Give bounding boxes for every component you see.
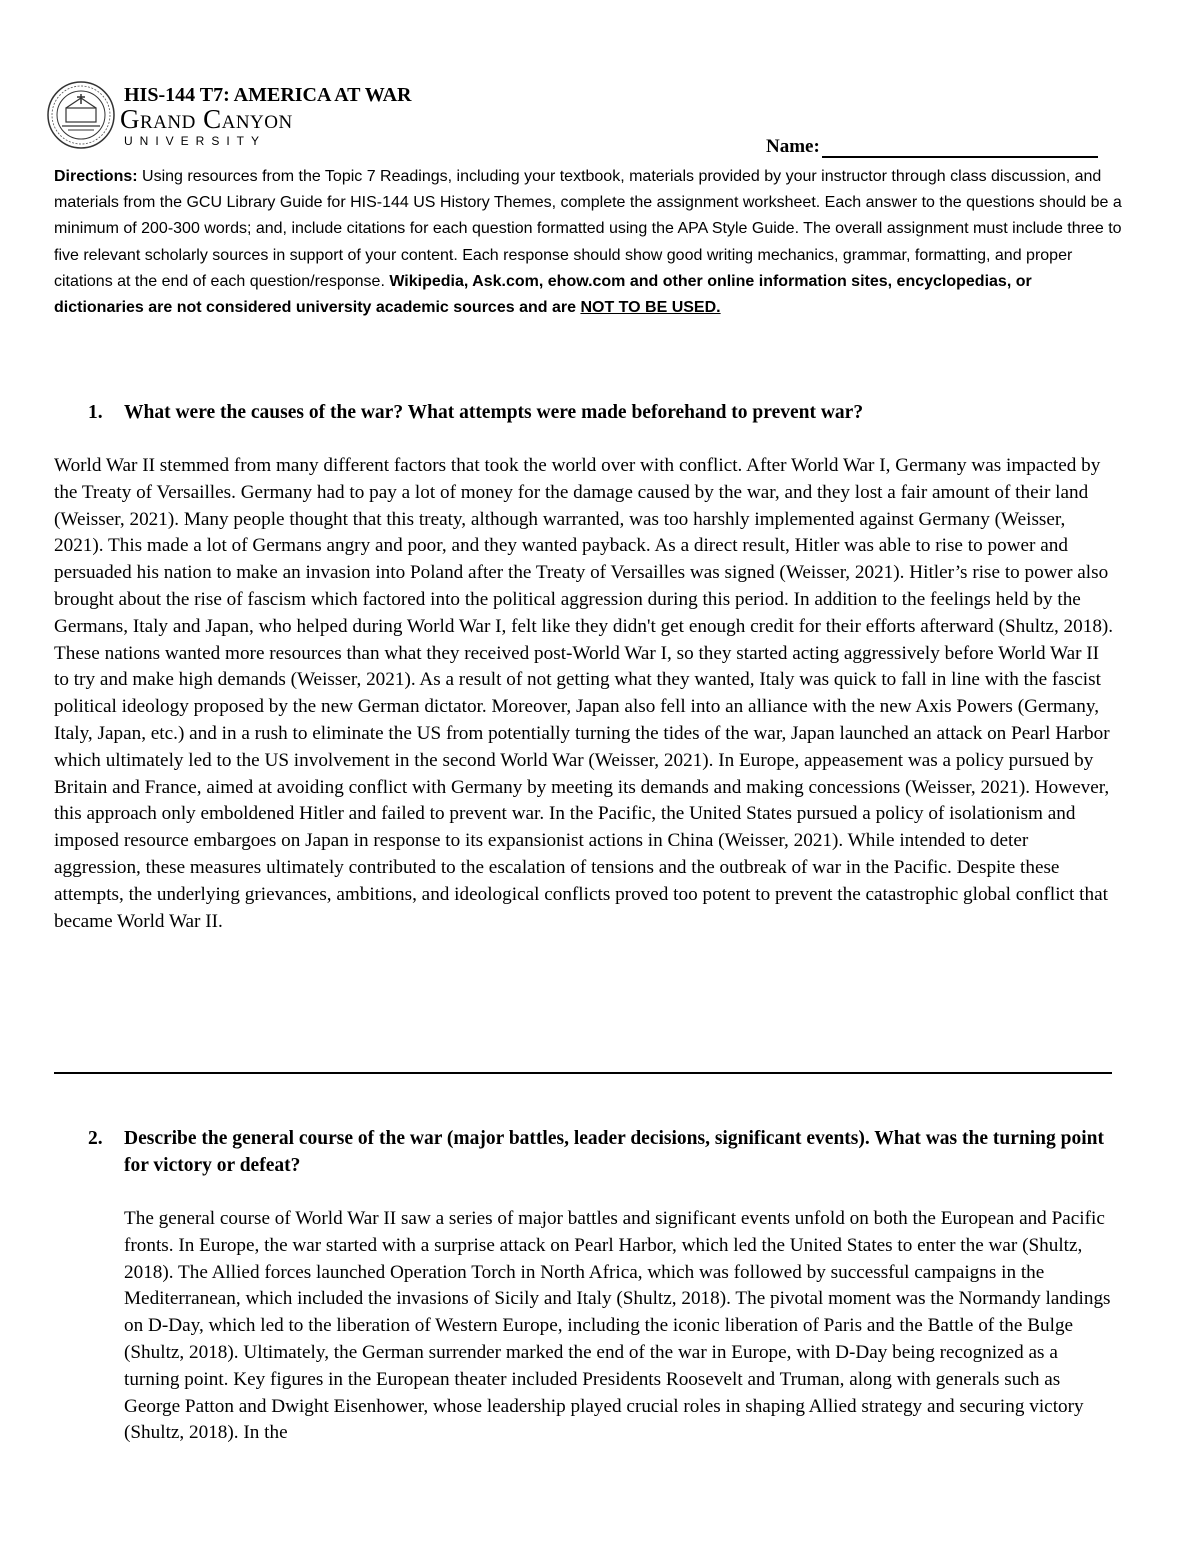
university-subtitle: UNIVERSITY [124,134,267,148]
directions-warning: Wikipedia, Ask.com, ehow.com and other online information sites, encyclopedias, or dictionaries are not considered university academic sources and are [54,272,1032,317]
answer-2: The general course of World War II saw a series of major battles and significant events unfold on both the European and Pacific fronts. In Europe, the war started with a surprise attack on Pearl Harbor, which led the United States to enter the war (Shultz, 2018). The Allied forces launched Operation Torch in North Africa, which was followed by successful campaigns in the Mediterranean, which included the invasions of Sicily and Italy (Shultz, 2018). The pivotal moment was the Normandy landings on D-Day, which led to the liberation of Western Europe, including the iconic liberation of Paris and the Battle of the Bulge (Shultz, 2018). Ultimately, the German surrender marked the end of the war in Europe, with D-Day being recognized as a turning point. Key figures in the European theater included Presidents Roosevelt and Truman, along with generals such as George Patton and Dwight Eisenhower, whose leadership played crucial roles in shaping Allied strategy and securing victory (Shultz, 2018). In the [124,1208,1111,1444]
name-field-row [766,136,1098,158]
university-name: Grand Canyon [120,104,293,134]
question-text: What were the causes of the war? What attempts were made beforehand to prevent war? [124,402,864,423]
answer-1: World War II stemmed from many different factors that took the world over with conflict. After World War I, Germany was impacted by the Treaty of Versailles. Germany had to pay a lot of money for the damage caused by the war, and they lost a fair amount of their land (Weisser, 2021). Many people thought that this treaty, although warranted, was too harshly implemented against Germany (Weisser, 2021). This made a lot of Germans angry and poor, and they wanted payback. As a direct result, Hitler was able to rise to power and persuaded his nation to make an invasion into Poland after the Treaty of Versailles was signed (Weisser, 2021). Hitler’s rise to power also brought about the rise of fascism which factored into the political aggression during this period. In addition to the feelings held by the Germans, Italy and Japan, who helped during World War I, felt like they didn't get enough credit for their efforts afterward (Shultz, 2018). These nations wanted more resources than what they received post-World War I, so they started acting aggressively before World War II to try and make high demands (Weisser, 2021). As a result of not getting what they wanted, Italy was quick to fall in line with the fascist political ideology proposed by the new German dictator. Moreover, Japan also fell into an alliance with the new Axis Powers (Germany, Italy, Japan, etc.) and in a rush to eliminate the US from potentially turning the tides of the war, Japan launched an attack on Pearl Harbor which ultimately led to the US involvement in the second World War (Weisser, 2021). In Europe, appeasement was a policy pursued by Britain and France, aimed at avoiding conflict with Germany by meeting its demands and making concessions (Weisser, 2021). However, this approach only emboldened Hitler and failed to prevent war. In the Pacific, the United States pursued a policy of isolationism and imposed resource embargoes on Japan in response to its expansionist actions in China (Weisser, 2021). While intended to deter aggression, these measures ultimately contributed to the escalation of tensions and the outbreak of war in the Pacific. Despite these attempts, the underlying grievances, ambitions, and ideological conflicts proved too potent to prevent the catastrophic global conflict that became World War II. [54,455,1114,932]
section-divider [54,1072,1112,1074]
directions-paragraph [54,164,1124,321]
question-text: Describe the general course of the war (major battles, leader decisions, significant events). What was the turning point for victory or defeat? [124,1128,1104,1176]
name-label: Name: [766,136,820,157]
university-seal-icon [46,80,116,150]
question-1 [88,400,1128,427]
directions-label: Directions: [54,168,138,185]
name-blank-line[interactable] [822,138,1098,158]
question-2 [88,1126,1128,1179]
directions-text: Using resources from the Topic 7 Readings, including your textbook, materials provided by your instructor through class discussion, and materials from the GCU Library Guide for HIS-144 US History Themes, complete the assignment worksheet. Each answer to the questions should be a minimum of 200-300 words; and, include citations for each question formatted using the APA Style Guide. The overall assignment must include three to five relevant scholarly sources in support of your content. Each response should show good writing mechanics, grammar, formatting, and proper citations at the end of each question/response. [54,168,1122,290]
question-number: 1. [88,402,103,423]
directions-warning-underlined: NOT TO BE USED. [580,299,721,317]
document-title: HIS-144 T7: AMERICA AT WAR [124,84,412,106]
question-number: 2. [88,1128,103,1149]
